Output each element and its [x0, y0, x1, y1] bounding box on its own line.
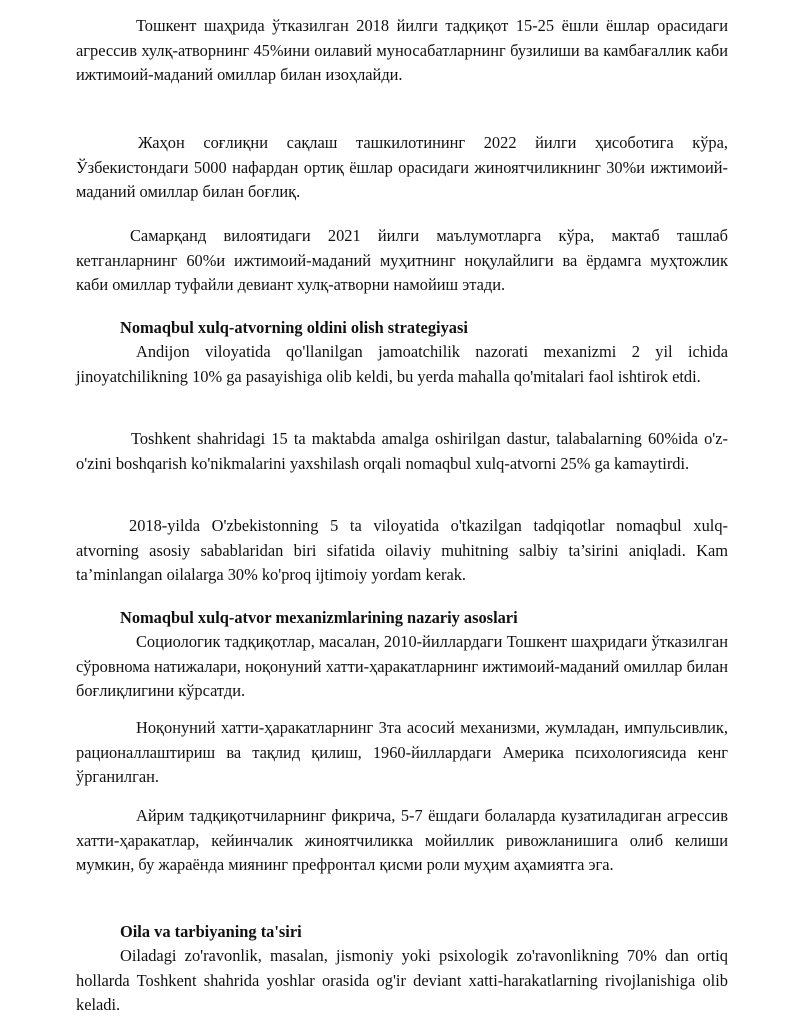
paragraph-samarkand-2021 — [76, 224, 728, 298]
paragraph-text: Социологик тадқиқотлар, масалан, 2010-йиллардаги Тошкент шаҳридаги ўтказилган сўровнома натижалари, ноқонуний хатти-ҳаракатларнинг ижтимоий-маданий омиллар билан боғлиқлигини кўрсатди. — [76, 632, 728, 700]
paragraph-three-mechanisms — [76, 716, 728, 790]
paragraph-text: Самарқанд вилоятидаги 2021 йилги маълумотларга кўра, мактаб ташлаб кетганларнинг 60%и ижтимоий-маданий муҳитнинг ноқулайлиги ва ёрдамга муҳтожлик каби омиллар туфайли девиант хулқ-атворни намойиш этади. — [76, 226, 728, 294]
paragraph-andijon — [76, 340, 728, 389]
paragraph-text: 2018-yilda O'zbekistonning 5 ta viloyatida o'tkazilgan tadqiqotlar nomaqbul xulq-atvorning asosiy sabablaridan biri sifatida oilaviy muhitning salbiy ta’sirini aniqladi. Kam ta’minlangan oilalarga 30% ko'proq ijtimoiy yordam kerak. — [76, 516, 728, 584]
paragraph-toshkent-schools — [76, 427, 728, 476]
paragraph-text: Ноқонуний хатти-ҳаракатларнинг 3та асосий механизми, жумладан, импульсивлик, рационаллаштириш ва тақлид қилиш, 1960-йиллардаги Америка психологиясида кенг ўрганилган. — [76, 718, 728, 786]
section-heading-prevention: Nomaqbul xulq-atvorning oldini olish strategiyasi — [120, 318, 468, 337]
paragraph-domestic-violence — [76, 944, 728, 1018]
paragraph-sociological-studies — [76, 630, 728, 704]
paragraph-text: Oiladagi zo'ravonlik, masalan, jismoniy yoki psixologik zo'ravonlikning 70% dan ortiq hollarda Toshkent shahrida yoshlar orasida og'ir deviant xatti-harakatlarning rivojlanishiga olib keladi. — [76, 946, 728, 1014]
section-heading-family: Oila va tarbiyaning ta'siri — [120, 922, 302, 941]
section-heading-theory: Nomaqbul xulq-atvor mexanizmlarining nazariy asoslari — [120, 608, 518, 627]
paragraph-who-2022 — [76, 131, 728, 205]
paragraph-text: Andijon viloyatida qo'llanilgan jamoatchilik nazorati mexanizmi 2 yil ichida jinoyatchilikning 10% ga pasayishiga olib keldi, bu yerda mahalla qo'mitalari faol ishtirok etdi. — [76, 342, 728, 386]
paragraph-text: Тошкент шаҳрида ўтказилган 2018 йилги тадқиқот 15-25 ёшли ёшлар орасидаги агрессив хулқ-атворнинг 45%ини оилавий муносабатларнинг бузилиши ва камбағаллик каби ижтимоий-маданий омиллар билан изоҳлайди. — [76, 16, 728, 84]
paragraph-aggression-children — [76, 804, 728, 878]
paragraph-tashkent-2018 — [76, 14, 728, 88]
paragraph-text: Toshkent shahridagi 15 ta maktabda amalga oshirilgan dastur, talabalarning 60%ida o'z-o'zini boshqarish ko'nikmalarini yaxshilash orqali nomaqbul xulq-atvorni 25% ga kamaytirdi. — [76, 429, 728, 473]
paragraph-text: Айрим тадқиқотчиларнинг фикрича, 5-7 ёшдаги болаларда кузатиладиган агрессив хатти-ҳаракатлар, кейинчалик жиноятчиликка мойиллик ривожланишига олиб келиши мумкин, бу жараёнда миянинг префронтал қисми роли муҳим аҳамиятга эга. — [76, 806, 728, 874]
paragraph-2018-regions — [76, 514, 728, 588]
paragraph-text: Жаҳон соғлиқни сақлаш ташкилотининг 2022 йилги ҳисоботига кўра, Ўзбекистондаги 5000 нафардан ортиқ ёшлар орасидаги жиноятчиликнинг 30%и ижтимоий-маданий омиллар билан боғлиқ. — [76, 133, 728, 201]
